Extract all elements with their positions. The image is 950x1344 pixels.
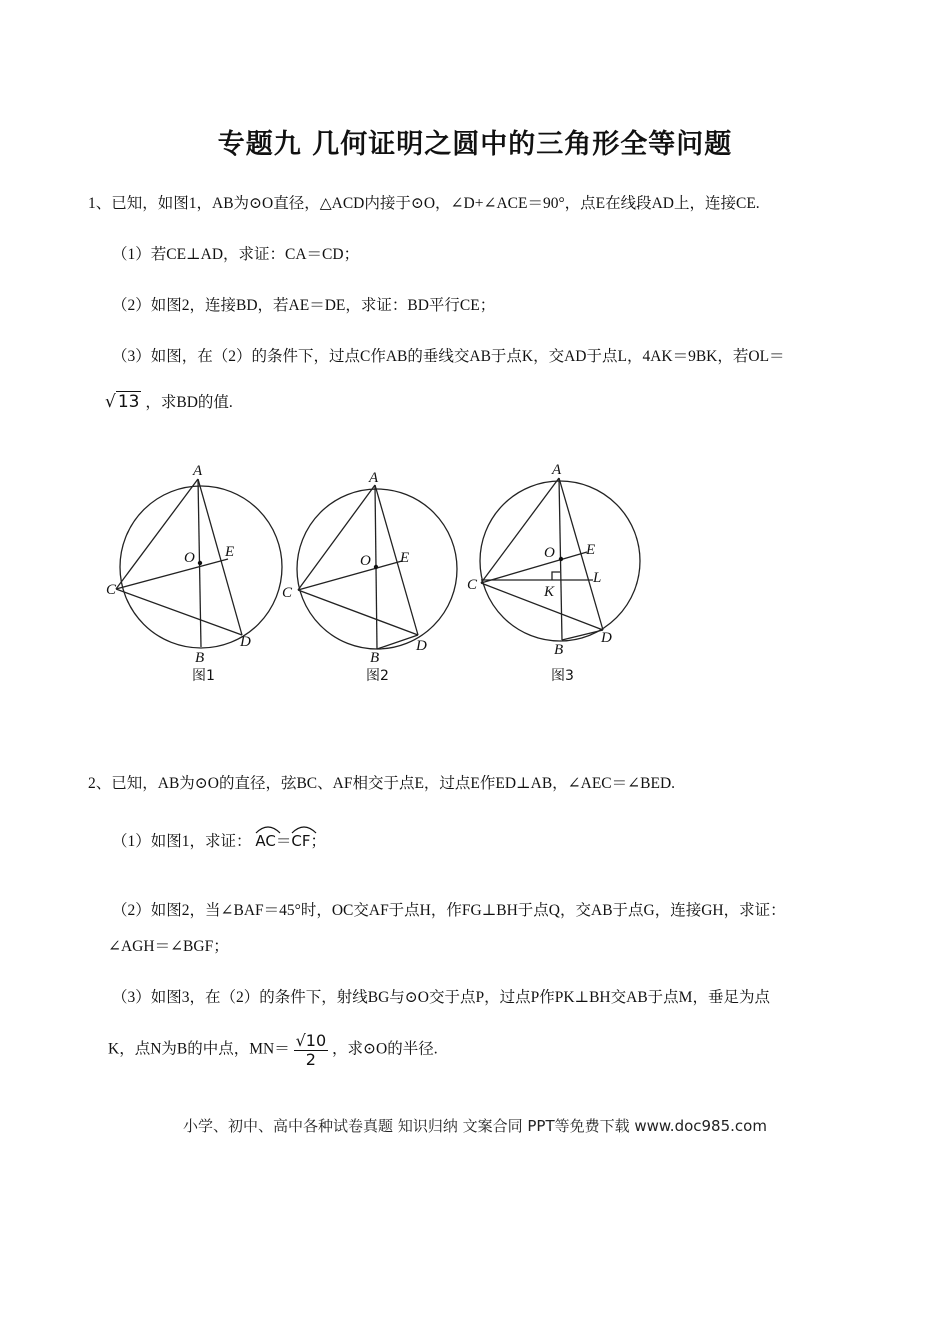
fig2-center-dot [374, 565, 378, 569]
fig2-caption: 图2 [366, 668, 389, 684]
arc-cf [291, 826, 310, 850]
arc-cf-icon [291, 824, 317, 834]
page-title: 专题九 几何证明之圆中的三角形全等问题 [217, 129, 733, 160]
footer-link[interactable]: 小学、初中、高中各种试卷真题 知识归纳 文案合同 PPT等免费下载 www.doc985.com [183, 1117, 767, 1135]
fraction-sqrt10-over-2 [294, 1032, 329, 1068]
fig2-label-a: A [369, 470, 379, 486]
q1-part3-tail-line [105, 390, 233, 412]
fig3-line-ac [481, 478, 559, 583]
fig1-label-c: C [106, 582, 117, 598]
q1-part3-tail: ，求BD的值. [145, 394, 233, 411]
fig3-line-ce [481, 552, 587, 583]
q2-part3b-prefix: K，点N为B的中点，MN＝ [108, 1040, 290, 1058]
fig2-label-c: C [282, 585, 293, 601]
fig1-caption: 图1 [192, 668, 215, 684]
q1-part2: （2）如图2，连接BD，若AE＝DE，求证：BD平行CE； [112, 297, 496, 314]
q2-part3b-suffix: ，求⊙O的半径. [332, 1040, 438, 1058]
fig3-label-a: A [552, 462, 562, 478]
sqrt-13-radicand: 13 [117, 392, 140, 412]
arc-ac-label: AC [255, 832, 276, 850]
fig3-line-cd [481, 583, 603, 630]
fig1-label-e: E [225, 544, 235, 560]
q1-part1: （1）若CE⊥AD，求证：CA＝CD； [112, 246, 360, 263]
fig2-line-cd [298, 590, 418, 635]
fig3-label-b: B [554, 642, 564, 658]
q2-part1 [112, 826, 326, 851]
q2-part2a: （2）如图2，当∠BAF＝45°时，OC交AF于点H，作FG⊥BH于点Q，交AB于点G，连接GH，求证： [112, 902, 786, 919]
arc-ac-icon [255, 824, 281, 834]
q2-part3b [108, 1032, 438, 1068]
fig3-line-bd [562, 630, 603, 640]
fig1-line-ad [198, 479, 242, 635]
fig3-caption: 图3 [551, 668, 574, 684]
arc-ac [255, 826, 275, 850]
q2-part3a: （3）如图3，在（2）的条件下，射线BG与⊙O交于点P，过点P作PK⊥BH交AB于点M，垂足为点 [112, 989, 770, 1006]
q2-part2b: ∠AGH＝∠BGF； [108, 938, 229, 955]
fig2-label-d: D [416, 638, 427, 654]
fig1-label-a: A [193, 463, 203, 479]
q2-intro: 2、已知，AB为⊙O的直径，弦BC、AF相交于点E，过点E作ED⊥AB，∠AEC＝∠BED. [88, 775, 676, 792]
geometry-figures [100, 455, 660, 695]
q2-part1-prefix: （1）如图1，求证： [112, 833, 252, 850]
fraction-numerator: √10 [295, 1031, 327, 1050]
fig3-label-c: C [467, 577, 478, 593]
fig1-line-ce [116, 559, 228, 589]
fig3-label-d: D [601, 630, 612, 646]
fraction-denominator: 2 [305, 1049, 316, 1069]
fig2-label-o: O [360, 553, 371, 569]
fig1-line-ac [116, 479, 198, 589]
fig3-label-o: O [544, 545, 555, 561]
fig3-label-k: K [544, 584, 555, 600]
fig1-center-dot [198, 561, 202, 565]
q2-part1-equals: ＝ [275, 833, 292, 850]
q1-intro: 1、已知，如图1，AB为⊙O直径，△ACD内接于⊙O，∠D+∠ACE＝90°，点E在线段AD上，连接CE. [88, 195, 760, 212]
fig2-line-ad [375, 485, 418, 635]
q1-part3: （3）如图，在（2）的条件下，过点C作AB的垂线交AB于点K，交AD于点L，4AK＝9BK，若OL＝ [112, 348, 785, 365]
arc-cf-label: CF [291, 832, 311, 850]
q2-part1-suffix: ； [310, 833, 327, 850]
fig1-label-b: B [195, 650, 205, 666]
fig2-label-b: B [370, 650, 380, 666]
fig1-line-cd [116, 589, 242, 635]
fig3-center-dot [559, 557, 563, 561]
fig1-label-d: D [240, 634, 251, 650]
fig3-right-angle-mark [552, 572, 560, 580]
fig3-label-l: L [593, 570, 602, 586]
fig2-label-e: E [400, 550, 410, 566]
fig3-label-e: E [586, 542, 596, 558]
fig2-line-ce [298, 561, 402, 590]
sqrt-13: √ 13 [105, 392, 140, 412]
fig1-label-o: O [184, 550, 195, 566]
